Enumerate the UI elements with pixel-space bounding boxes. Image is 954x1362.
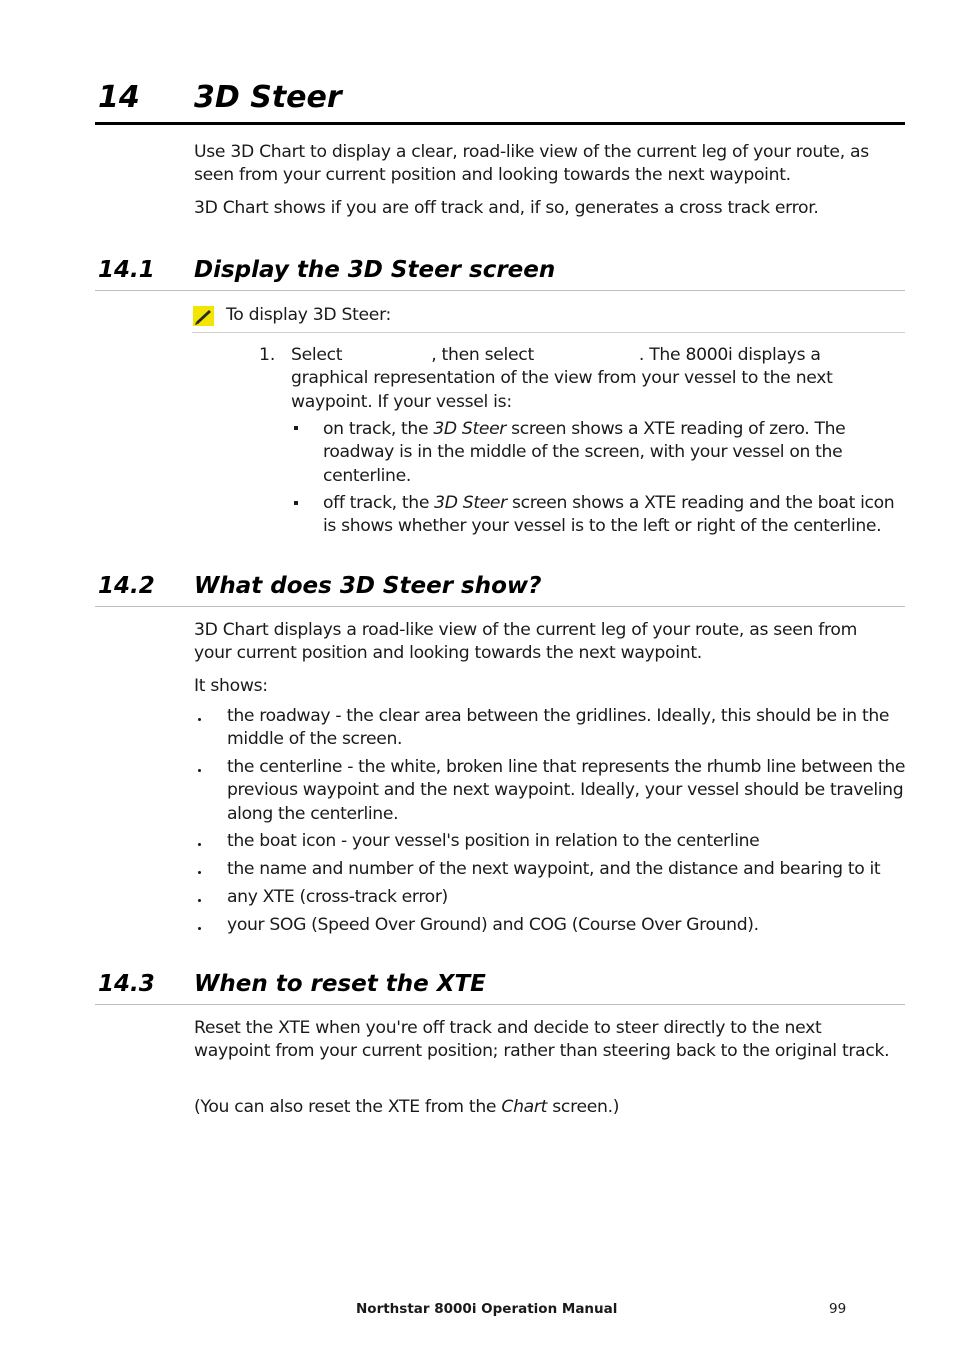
section-heading-14-1 bbox=[95, 254, 905, 291]
procedure-header bbox=[192, 302, 905, 333]
section2-paragraph: 3D Chart displays a road-like view of the current leg of your route, as seen from your current position and looking towards the next waypoint. bbox=[194, 620, 858, 664]
bullet-dot bbox=[198, 843, 201, 846]
section-heading-14-2 bbox=[95, 570, 905, 607]
section-number: 14.1 bbox=[98, 257, 155, 283]
pencil-icon bbox=[193, 306, 214, 326]
step-text-c: . The 8000i displays a graphical representation of the view from your vessel to the next waypoint. If your vessel is: bbox=[291, 345, 833, 412]
section-title: Display the 3D Steer screen bbox=[194, 257, 556, 283]
bullet-dot bbox=[198, 899, 201, 902]
intro-paragraph-1: Use 3D Chart to display a clear, road-like view of the current leg of your route, as seen from your current position and looking towards the next waypoint. bbox=[194, 142, 869, 186]
step-subitem: off track, the 3D Steer screen shows a XTE reading and the boat icon is shows whether your vessel is to the left or right of the centerline. bbox=[323, 493, 895, 537]
chapter-title: 3D Steer bbox=[194, 80, 342, 115]
step-subitem: on track, the 3D Steer screen shows a XTE reading of zero. The roadway is in the middle of the screen, with your vessel on the centerline. bbox=[323, 419, 846, 486]
bullet-dot bbox=[198, 871, 201, 874]
chapter-number: 14 bbox=[98, 80, 140, 115]
section-heading-14-3 bbox=[95, 968, 905, 1005]
footer-title: Northstar 8000i Operation Manual bbox=[356, 1301, 618, 1317]
bullet-dot bbox=[198, 718, 201, 721]
list-item: the boat icon - your vessel's position in relation to the centerline bbox=[227, 831, 760, 851]
list-item: any XTE (cross-track error) bbox=[227, 887, 448, 907]
list-item: the roadway - the clear area between the gridlines. Ideally, this should be in the middle of the screen. bbox=[227, 706, 890, 750]
list-item: the name and number of the next waypoint, and the distance and bearing to it bbox=[227, 859, 881, 879]
square-bullet bbox=[294, 501, 298, 505]
list-item: your SOG (Speed Over Ground) and COG (Course Over Ground). bbox=[227, 915, 759, 935]
list-item: the centerline - the white, broken line that represents the rhumb line between the previous waypoint and the next waypoint. Ideally, your vessel should be traveling along the centerline. bbox=[227, 757, 906, 824]
procedure-label: To display 3D Steer: bbox=[226, 305, 392, 325]
section3-paragraph: Reset the XTE when you're off track and decide to steer directly to the next waypoint from your current position; rather than steering back to the original track. bbox=[194, 1018, 890, 1062]
step-text bbox=[291, 344, 891, 414]
intro-paragraph-2: 3D Chart shows if you are off track and, if so, generates a cross track error. bbox=[194, 198, 819, 218]
section-title: What does 3D Steer show? bbox=[194, 573, 542, 599]
bullet-dot bbox=[198, 927, 201, 930]
page-number: 99 bbox=[829, 1301, 847, 1317]
chapter-heading bbox=[95, 76, 905, 125]
section3-note: (You can also reset the XTE from the Chart screen.) bbox=[194, 1097, 620, 1117]
step-text-b: , then select bbox=[431, 345, 534, 365]
step-text-a: Select bbox=[291, 345, 343, 365]
section-number: 14.3 bbox=[98, 971, 155, 997]
section-title: When to reset the XTE bbox=[194, 971, 486, 997]
section2-lead: It shows: bbox=[194, 676, 268, 696]
square-bullet bbox=[294, 426, 298, 430]
section-number: 14.2 bbox=[98, 573, 155, 599]
step-number: 1. bbox=[259, 345, 276, 365]
bullet-dot bbox=[198, 769, 201, 772]
